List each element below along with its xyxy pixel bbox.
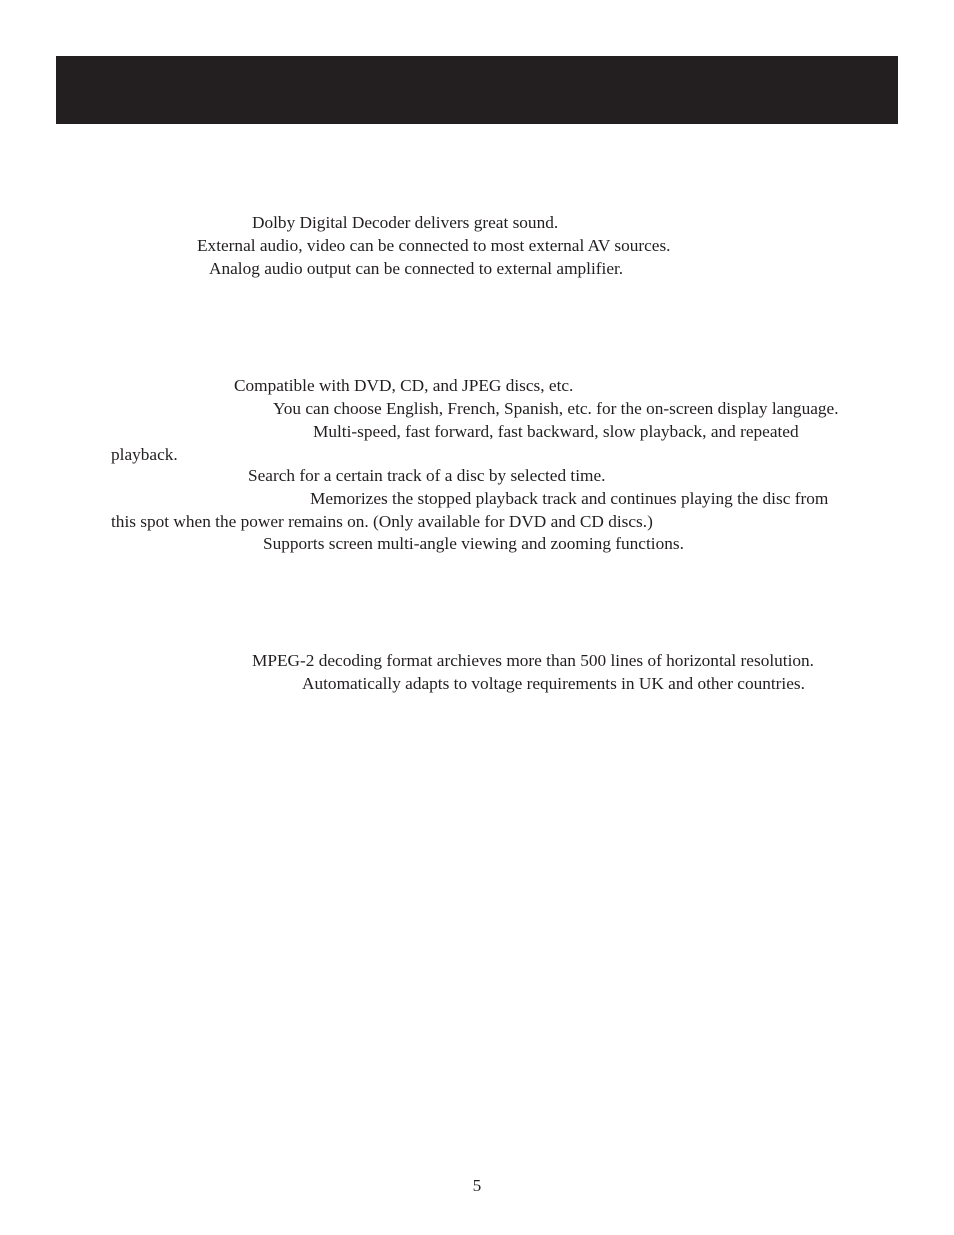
playback-feature-4: Search for a certain track of a disc by selected time. [248,466,606,485]
video-feature-1: MPEG-2 decoding format archieves more than 500 lines of horizontal resolution. [252,651,814,670]
playback-feature-2: You can choose English, French, Spanish, etc. for the on-screen display language. [273,399,839,418]
playback-feature-5: Memorizes the stopped playback track and continues playing the disc from [310,489,829,508]
page-number: 5 [472,1176,482,1195]
playback-feature-6: Supports screen multi-angle viewing and zooming functions. [263,534,684,553]
audio-feature-2: External audio, video can be connected to most external AV sources. [197,236,671,255]
playback-feature-3-cont: playback. [111,445,178,464]
playback-feature-3: Multi-speed, fast forward, fast backward, slow playback, and repeated [313,422,799,441]
playback-feature-5-cont: this spot when the power remains on. (Only available for DVD and CD discs.) [111,512,653,531]
playback-feature-1: Compatible with DVD, CD, and JPEG discs, etc. [234,376,574,395]
header-bar [56,56,898,124]
video-feature-2: Automatically adapts to voltage requirements in UK and other countries. [302,674,805,693]
audio-feature-1: Dolby Digital Decoder delivers great sound. [252,213,559,232]
audio-feature-3: Analog audio output can be connected to external amplifier. [209,259,624,278]
